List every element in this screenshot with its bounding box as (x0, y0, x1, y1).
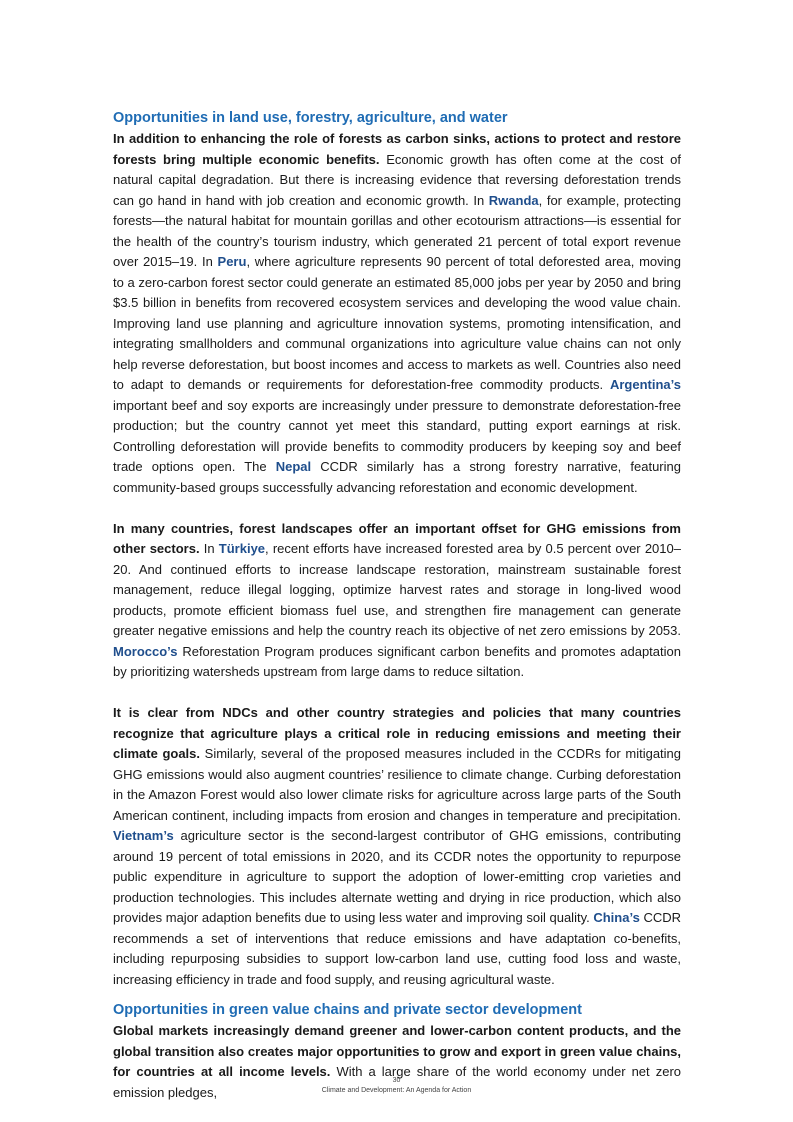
document-title: Climate and Development: An Agenda for Action (321, 1087, 472, 1094)
lead-sentence: In addition to enhancing the role of forests as carbon sinks, actions to protect and restore forests bring multiple economic benefits. (113, 131, 681, 167)
lead-sentence: Global markets increasingly demand greener and lower-carbon content products, and the global transition also creates major opportunities to grow and export in green value chains, for countries at all income levels. (113, 1023, 681, 1079)
page-number: 30 (392, 1077, 401, 1084)
country-nepal: Nepal (275, 459, 312, 474)
country-argentina: Argentina’s (609, 377, 681, 392)
body-text: CCDR recommends a set of interventions that reduce emissions and have adaptation co-benefits, including repurposing subsidies to support low-carbon land use, cutting food loss and waste, increasing efficiency in trade and food supply, and reusing agricultural waste. (113, 910, 681, 987)
body-text: agriculture sector is the second-largest contributor of GHG emissions, contributing around 19 percent of total emissions in 2020, and its CCDR notes the opportunity to repurpose public expenditure in agriculture to support the adoption of lower-emitting crop varieties and production technologies. This includes alternate wetting and drying in rice production, which also provides major adaption benefits due to using less water and improving soil quality. (113, 828, 681, 925)
lead-sentence: In many countries, forest landscapes offer an important offset for GHG emissions from other sectors. (113, 520, 681, 556)
lead-sentence: It is clear from NDCs and other country strategies and policies that many countries recognize that agriculture plays a critical role in reducing emissions and meeting their climate goals. (113, 705, 681, 761)
country-peru: Peru (217, 254, 247, 269)
country-vietnam: Vietnam’s (113, 828, 174, 843)
body-text: Similarly, several of the proposed measures included in the CCDRs for mitigating GHG emissions would also augment countries’ resilience to climate change. Curbing deforestation in the Amazon Forest would also lower climate risks for agriculture across large parts of the South American continent, including impacts from erosion and changes in temperature and precipitation. (113, 746, 682, 823)
body-text: , for example, protecting forests—the natural habitat for mountain gorillas and other ecotourism attractions—is essential for the health of the country’s tourism industry, which generated 21 percent of total export revenue over 2015–19. In (113, 192, 681, 269)
country-rwanda: Rwanda (488, 192, 539, 208)
body-text: , where agriculture represents 90 percent of total deforested area, moving to a zero-carbon forest sector could generate an estimated 85,000 jobs per year by 2050 and bring $3.5 billion in benefits from recovered ecosystem services and developing the wood value chain. Improving land use planning and agriculture innovation systems, promoting intensification, and integrating smallholders and communal organizations into agriculture value chains can not only help reverse deforestation, but boost incomes and access to markets as well. Countries also need to adapt to demands or requirements for deforestation-free commodity products. (113, 254, 681, 392)
body-text: In (199, 541, 219, 556)
body-text: Reforestation Program produces significant carbon benefits and promotes adaptation by prioritizing watersheds upstream from large dams to reduce siltation. (113, 643, 681, 679)
body-text: important beef and soy exports are increasingly under pressure to demonstrate deforestation-free production; but the country cannot yet meet this standard, putting export earnings at risk. Controlling deforestation will provide benefits to commodity producers by keeping soy and beef trade options open. The (113, 397, 681, 474)
page-content (113, 108, 681, 1103)
country-china: China’s (593, 910, 640, 925)
section-heading-land-use: Opportunities in land use, forestry, agriculture, and water (113, 110, 508, 126)
section-heading-green-value-chains: Opportunities in green value chains and private sector development (113, 1002, 582, 1018)
country-morocco: Morocco’s (113, 643, 178, 659)
paragraph-agriculture (113, 703, 681, 990)
body-text: Economic growth has often come at the cost of natural capital degradation. But there is increasing evidence that reversing deforestation trends can go hand in hand with job creation and economic growth. In (113, 151, 681, 208)
body-text: , recent efforts have increased forested area by 0.5 percent over 2010–20. And continued efforts to increase landscape restoration, mainstream sustainable forest management, reduce illegal logging, optimize harvest rates and storage in long-lived wood products, promote efficient biomass fuel use, and strengthen fire management can generate greater negative emissions and help the country reach its objective of net zero emissions by 2053. (113, 541, 681, 638)
body-text: CCDR similarly has a strong forestry narrative, featuring community-based groups successfully advancing reforestation and economic development. (113, 459, 681, 495)
body-text: With a large share of the world economy under net zero emission pledges, (113, 1064, 681, 1100)
paragraph-forests (113, 129, 681, 498)
paragraph-forest-offsets (113, 519, 681, 683)
country-turkiye: Türkiye (218, 541, 266, 556)
